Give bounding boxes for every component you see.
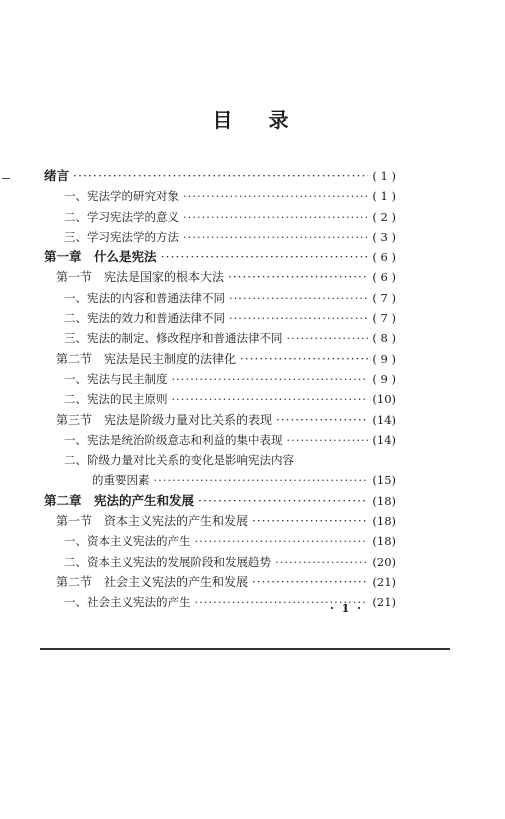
toc-page-number: ( 7 ) [372, 290, 396, 305]
toc-item-row [44, 207, 396, 227]
toc-entry-label: 一、社会主义宪法的产生 [64, 595, 191, 610]
dot-leader [276, 410, 368, 430]
toc-item-row [44, 308, 396, 328]
dot-leader [287, 328, 369, 348]
page-number: · 1 · [330, 602, 363, 615]
dot-leader [229, 308, 368, 328]
toc-entry-label: 一、宪法是统治阶级意志和利益的集中表现 [64, 432, 283, 447]
table-of-contents [44, 166, 396, 613]
dot-leader [154, 470, 369, 490]
toc-entry-label: 二、学习宪法学的意义 [64, 209, 179, 224]
toc-entry-label: 绪言 [44, 168, 70, 183]
toc-page-number: (21) [372, 595, 396, 610]
toc-chapter-row [44, 166, 396, 186]
dot-leader [73, 166, 368, 186]
toc-item-row [44, 369, 396, 389]
dot-leader [183, 186, 368, 206]
toc-entry-label: 一、资本主义宪法的产生 [64, 534, 191, 549]
toc-page-number: ( 1 ) [372, 189, 396, 204]
bottom-rule [40, 648, 450, 650]
toc-page-number: ( 6 ) [372, 250, 396, 265]
toc-entry-label: 第一节 宪法是国家的根本大法 [56, 270, 225, 285]
dot-leader [172, 389, 369, 409]
toc-item-row [44, 470, 396, 490]
toc-page-number: (15) [372, 473, 396, 488]
toc-page-number: ( 2 ) [372, 209, 396, 224]
toc-entry-label: 二、宪法的民主原则 [64, 392, 168, 407]
dot-leader [240, 349, 368, 369]
title-char: 目 [212, 108, 237, 132]
dot-leader [252, 511, 368, 531]
toc-entry-label: 一、宪法的内容和普通法律不同 [64, 290, 225, 305]
toc-page-number: ( 8 ) [372, 331, 396, 346]
toc-entry-label: 第三节 宪法是阶级力量对比关系的表现 [56, 412, 273, 427]
toc-section-row [44, 267, 396, 287]
dot-leader [228, 267, 368, 287]
page-title [0, 104, 505, 133]
dot-leader [183, 227, 368, 247]
toc-page-number: ( 7 ) [372, 311, 396, 326]
toc-page-number: ( 9 ) [372, 371, 396, 386]
toc-entry-label: 二、阶级力量对比关系的变化是影响宪法内容 [64, 453, 294, 468]
dot-leader [198, 491, 368, 511]
toc-page-number: ( 3 ) [372, 229, 396, 244]
toc-page-number: ( 1 ) [372, 169, 396, 183]
dot-leader [287, 430, 369, 450]
toc-item-row [44, 531, 396, 551]
toc-page-number: (10) [372, 392, 396, 407]
toc-page-number: (14) [372, 432, 396, 447]
dot-leader [183, 207, 368, 227]
dot-leader [252, 572, 368, 592]
toc-page-number: (18) [372, 514, 396, 529]
toc-page-number: (20) [372, 554, 396, 569]
toc-chapter-row [44, 247, 396, 267]
toc-item-row [44, 288, 396, 308]
toc-page-number: ( 9 ) [372, 351, 396, 366]
toc-entry-label: 第二章 宪法的产生和发展 [44, 492, 195, 508]
title-char: 录 [268, 108, 293, 132]
dot-leader [161, 247, 369, 267]
toc-item-row [44, 227, 396, 247]
toc-item-row [44, 186, 396, 206]
toc-entry-label: 三、学习宪法学的方法 [64, 229, 179, 244]
toc-chapter-row [44, 491, 396, 511]
toc-item-row [44, 450, 396, 470]
dot-leader [229, 288, 368, 308]
dot-leader [195, 531, 369, 551]
scan-mark [2, 178, 10, 179]
toc-entry-label: 一、宪法学的研究对象 [64, 189, 179, 204]
toc-entry-label: 第一章 什么是宪法 [44, 249, 157, 265]
toc-page-number: (18) [372, 534, 396, 549]
toc-entry-label: 一、宪法与民主制度 [64, 371, 168, 386]
toc-section-row [44, 572, 396, 592]
toc-entry-label: 二、宪法的效力和普通法律不同 [64, 311, 225, 326]
toc-section-row [44, 410, 396, 430]
toc-page-number: (18) [372, 493, 396, 508]
toc-section-row [44, 349, 396, 369]
toc-entry-label: 第二节 社会主义宪法的产生和发展 [56, 574, 249, 589]
toc-item-row [44, 328, 396, 348]
toc-section-row [44, 511, 396, 531]
dot-leader [275, 552, 368, 572]
toc-entry-label: 第一节 资本主义宪法的产生和发展 [56, 514, 249, 529]
toc-item-row [44, 552, 396, 572]
toc-item-row [44, 430, 396, 450]
toc-page-number: ( 6 ) [372, 270, 396, 285]
dot-leader [172, 369, 369, 389]
toc-page-number: (21) [372, 574, 396, 589]
toc-entry-label: 二、资本主义宪法的发展阶段和发展趋势 [64, 554, 271, 569]
toc-page-number: (14) [372, 412, 396, 427]
toc-entry-label: 的重要因素 [92, 473, 150, 488]
toc-entry-label: 第二节 宪法是民主制度的法律化 [56, 351, 237, 366]
toc-item-row [44, 389, 396, 409]
toc-entry-label: 三、宪法的制定、修改程序和普通法律不同 [64, 331, 283, 346]
